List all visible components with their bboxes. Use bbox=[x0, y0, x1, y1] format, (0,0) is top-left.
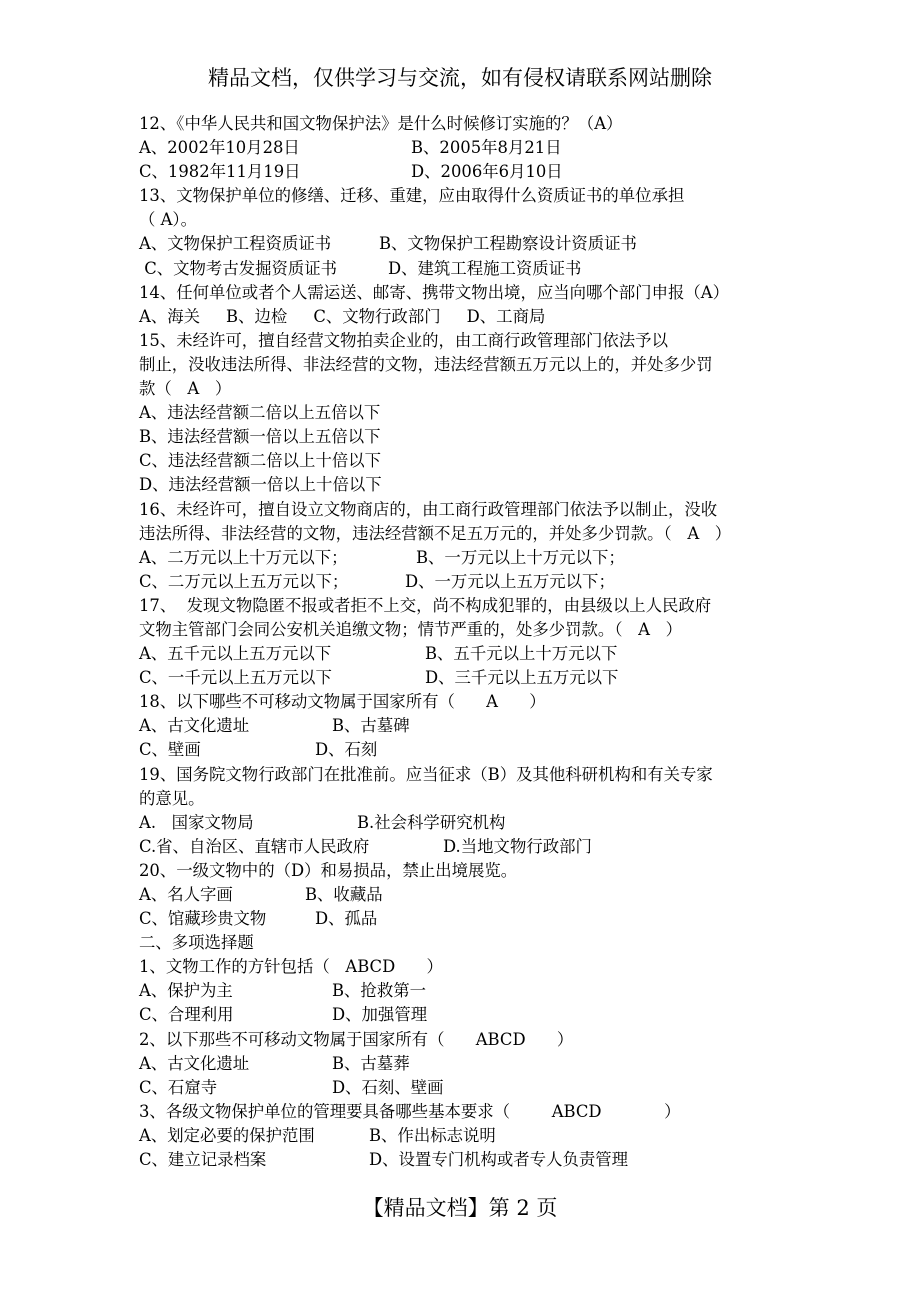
option-b: B、文物保护工程勘察设计资质证书 bbox=[379, 234, 637, 254]
question-16-stem-cont: 违法所得、非法经营的文物，违法经营额不足五万元的，并处多少罚款。（ A ） bbox=[139, 523, 732, 543]
question-18-options-ab bbox=[139, 714, 819, 738]
page-header: 精品文档，仅供学习与交流，如有侵权请联系网站删除 bbox=[208, 66, 712, 90]
question-15-stem: 15、未经许可，擅自经营文物拍卖企业的，由工商行政管理部门依法予以 bbox=[139, 330, 668, 350]
option-c: C、文物考古发掘资质证书 bbox=[139, 258, 338, 278]
option-a: A、名人字画 bbox=[139, 885, 233, 904]
question-15-stem-cont: 制止，没收违法所得、非法经营的文物，违法经营额五万元以上的，并处多少罚 bbox=[139, 354, 713, 374]
option-b: B、一万元以上十万元以下； bbox=[416, 547, 625, 567]
option-c: C、违法经营额二倍以上十倍以下 bbox=[139, 451, 382, 471]
option-a: A. 国家文物局 bbox=[139, 812, 254, 832]
option-d: D、2006年6月10日 bbox=[411, 162, 563, 182]
multi-question-3-options-ab bbox=[139, 1124, 819, 1148]
option-c: C、壁画 bbox=[139, 740, 201, 760]
option-b: B、五千元以上十万元以下 bbox=[425, 644, 618, 664]
option-a: A、保护为主 bbox=[139, 981, 233, 1001]
multi-question-1-options-ab bbox=[139, 979, 819, 1003]
question-13-stem: 13、文物保护单位的修缮、迁移、重建，应由取得什么资质证书的单位承担 bbox=[139, 186, 685, 206]
question-17-options-ab bbox=[139, 642, 819, 666]
option-c: C、一千元以上五万元以下 bbox=[139, 668, 332, 688]
option-d: D.当地文物行政部门 bbox=[443, 836, 592, 856]
option-c: C、建立记录档案 bbox=[139, 1150, 267, 1170]
multi-question-2-options-ab bbox=[139, 1052, 819, 1076]
option-a: A、古文化遗址 bbox=[139, 1053, 250, 1073]
question-20-options-ab bbox=[139, 883, 819, 907]
option-d: D、石刻 bbox=[315, 740, 378, 760]
question-18-options-cd bbox=[139, 738, 819, 762]
question-20-stem: 20、一级文物中的（D）和易损品，禁止出境展览。 bbox=[139, 860, 518, 880]
question-19-options-ab bbox=[139, 811, 819, 835]
question-13-stem-cont: （ A）。 bbox=[139, 210, 198, 230]
question-20-options-cd bbox=[139, 907, 819, 931]
option-b: B、作出标志说明 bbox=[369, 1125, 496, 1145]
multi-question-1-stem: 1、文物工作的方针包括（ ABCD ） bbox=[139, 957, 443, 977]
option-c: C、馆藏珍贵文物 bbox=[139, 909, 267, 929]
option-d: D、设置专门机构或者专人负责管理 bbox=[369, 1150, 628, 1170]
multi-question-3-stem: 3、各级文物保护单位的管理要具备哪些基本要求（ ABCD ） bbox=[139, 1101, 681, 1121]
option-b: B、2005年8月21日 bbox=[411, 138, 562, 158]
option-b: B、违法经营额一倍以上五倍以下 bbox=[139, 427, 381, 447]
question-17-options-cd bbox=[139, 666, 819, 690]
multi-question-1-options-cd bbox=[139, 1003, 819, 1027]
option-b: B、收藏品 bbox=[305, 885, 383, 904]
option-d: D、孤品 bbox=[315, 909, 378, 929]
option-d: D、一万元以上五万元以下； bbox=[405, 571, 615, 591]
question-16-options-cd bbox=[139, 570, 819, 594]
option-a: A、2002年10月28日 bbox=[139, 138, 300, 158]
question-17-stem-cont: 文物主管部门会同公安机关追缴文物；情节严重的，处多少罚款。（ A ） bbox=[139, 619, 683, 639]
option-a: A、二万元以上十万元以下； bbox=[139, 547, 348, 567]
question-16-options-ab bbox=[139, 546, 819, 570]
question-18-stem: 18、以下哪些不可移动文物属于国家所有（ A ） bbox=[139, 692, 546, 712]
option-a: A、五千元以上五万元以下 bbox=[139, 644, 332, 664]
option-b: B、古墓碑 bbox=[332, 716, 410, 736]
multi-question-2-options-cd bbox=[139, 1076, 819, 1100]
option-d: D、加强管理 bbox=[332, 1005, 428, 1025]
question-13-options-ab bbox=[139, 232, 819, 256]
option-d: D、三千元以上五万元以下 bbox=[425, 668, 619, 688]
question-13-options-cd bbox=[139, 257, 819, 281]
option-c: C、合理利用 bbox=[139, 1005, 234, 1025]
question-12-stem: 12、《中华人民共和国文物保护法》是什么时候修订实施的？（A） bbox=[139, 114, 623, 133]
question-19-options-cd bbox=[139, 835, 819, 859]
question-17-stem: 17、 发现文物隐匿不报或者拒不上交，尚不构成犯罪的，由县级以上人民政府 bbox=[139, 595, 712, 615]
option-a: A、文物保护工程资质证书 bbox=[139, 234, 332, 254]
option-d: D、违法经营额一倍以上十倍以下 bbox=[139, 475, 382, 495]
question-12-options-ab bbox=[139, 136, 819, 160]
multi-question-2-stem: 2、以下那些不可移动文物属于国家所有（ ABCD ） bbox=[139, 1029, 574, 1049]
option-a: A、划定必要的保护范围 bbox=[139, 1125, 315, 1145]
document-body bbox=[139, 112, 819, 1172]
option-c: C.省、自治区、直辖市人民政府 bbox=[139, 836, 370, 856]
option-c: C、石窟寺 bbox=[139, 1077, 218, 1097]
section-title: 二、多项选择题 bbox=[139, 933, 254, 953]
question-19-stem-cont: 的意见。 bbox=[139, 788, 205, 808]
option-a: A、违法经营额二倍以上五倍以下 bbox=[139, 403, 381, 423]
option-b: B、古墓葬 bbox=[332, 1053, 410, 1073]
question-16-stem: 16、未经许可，擅自设立文物商店的，由工商行政管理部门依法予以制止，没收 bbox=[139, 499, 718, 519]
option-d: D、建筑工程施工资质证书 bbox=[388, 258, 582, 278]
question-14-stem: 14、任何单位或者个人需运送、邮寄、携带文物出境，应当向哪个部门申报（A） bbox=[139, 282, 729, 302]
option-c: C、二万元以上五万元以下； bbox=[139, 571, 349, 591]
question-19-stem: 19、国务院文物行政部门在批准前。应当征求（B）及其他科研机构和有关专家 bbox=[139, 764, 713, 784]
question-12-options-cd bbox=[139, 160, 819, 184]
option-b: B、抢救第一 bbox=[332, 981, 426, 1001]
option-a: A、古文化遗址 bbox=[139, 716, 250, 736]
page-footer: 【精品文档】第 2 页 bbox=[362, 1196, 558, 1220]
question-15-stem-end: 款（ A ） bbox=[139, 379, 232, 399]
option-c: C、1982年11月19日 bbox=[139, 162, 301, 182]
question-14-options: A、海关 B、边检 C、文物行政部门 D、工商局 bbox=[139, 306, 546, 326]
option-b: B.社会科学研究机构 bbox=[357, 812, 506, 832]
option-d: D、石刻、壁画 bbox=[332, 1077, 444, 1097]
multi-question-3-options-cd bbox=[139, 1148, 819, 1172]
